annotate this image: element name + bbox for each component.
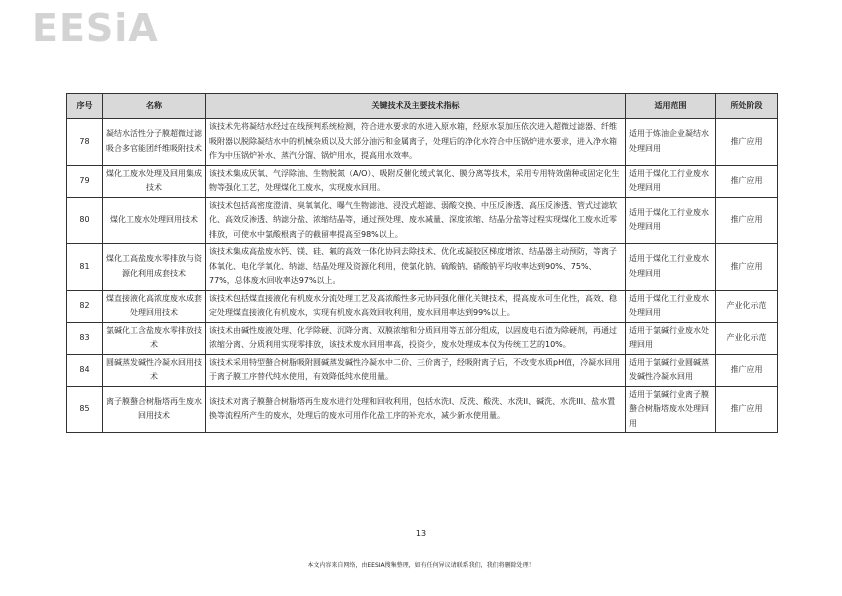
table-row xyxy=(67,354,778,386)
table-row xyxy=(67,119,778,166)
row-desc: 该技术对离子膜螯合树脂塔再生废水进行处理和回收利用，包括水洗I、反洗、酸洗、水洗II、碱洗、水洗III、盐水置换等流程所产生的废水，处理后的废水可用作化盐工序的补充水，减少新水使用量。 xyxy=(206,386,626,433)
table-row xyxy=(67,322,778,354)
row-scope: 适用于煤化工行业废水处理回用 xyxy=(626,197,716,244)
row-no: 84 xyxy=(67,354,103,386)
row-stage: 产业化示范 xyxy=(716,290,778,322)
row-scope: 适用于炼油企业凝结水处理回用 xyxy=(626,119,716,166)
footer-disclaimer: 本文内容来自网络，由EESIA搜集整理，如有任何异议请联系我们，我们将删除处理！ xyxy=(307,562,535,569)
row-scope: 适用于煤化工行业废水处理回用 xyxy=(626,165,716,197)
row-no: 79 xyxy=(67,165,103,197)
row-desc: 该技术集成高盐废水钙、镁、硅、氟的高效一体化协同去除技术、优化或凝胶区梯度增浓、结晶器主动预防，等离子体氧化、电化学氧化、纳滤、结晶处理及资源化利用，使氯化钠、硫酸钠、硝酸钠平均收率达到90%、75%、77%，总体废水回收率达97%以上。 xyxy=(206,244,626,291)
table-row xyxy=(67,244,778,291)
row-stage: 推广应用 xyxy=(716,244,778,291)
table-row xyxy=(67,197,778,244)
row-scope: 适用于氯碱行业废水处理回用 xyxy=(626,322,716,354)
page-number: 13 xyxy=(415,529,427,538)
row-name: 煤化工废水处理回用技术 xyxy=(103,197,206,244)
row-scope: 适用于煤化工行业废水处理回用 xyxy=(626,244,716,291)
row-stage: 推广应用 xyxy=(716,165,778,197)
row-stage: 推广应用 xyxy=(716,197,778,244)
row-no: 83 xyxy=(67,322,103,354)
row-desc: 该技术包括煤直接液化有机废水分流处理工艺及高浓酸性多元协同强化催化关键技术，提高废水可生化性，高效、稳定处理煤直接液化有机废水，实现有机废水高效回收利用，废水回用率达到99%以上。 xyxy=(206,290,626,322)
row-desc: 该技术采用特型螯合树脂吸附圆碱蒸发碱性冷凝水中二价、三价离子，经吸附离子后，不改变水质pH值，冷凝水回用于离子膜工序替代纯水使用，有效降低纯水使用量。 xyxy=(206,354,626,386)
row-name: 煤化工高盐废水零排放与资源化利用成套技术 xyxy=(103,244,206,291)
row-stage: 推广应用 xyxy=(716,386,778,433)
technology-table xyxy=(66,93,778,433)
row-no: 81 xyxy=(67,244,103,291)
row-scope: 适用于煤化工行业废水处理回用 xyxy=(626,290,716,322)
row-no: 82 xyxy=(67,290,103,322)
table-row xyxy=(67,165,778,197)
header-scope: 适用范围 xyxy=(626,94,716,119)
row-desc: 该技术集成厌氧、气浮除油、生物脱氮（A/O）、吸附反催化缓式氧化、膜分离等技术，采用专用特效菌种或固定化生物等强化工艺，处理煤化工废水，实现废水回用。 xyxy=(206,165,626,197)
row-name: 圆碱蒸发碱性冷凝水回用技术 xyxy=(103,354,206,386)
table-row xyxy=(67,386,778,433)
header-name: 名称 xyxy=(103,94,206,119)
row-name: 凝结水活性分子膜超微过滤吸合多官能团纤维吸附技术 xyxy=(103,119,206,166)
header-desc: 关键技术及主要技术指标 xyxy=(206,94,626,119)
row-no: 78 xyxy=(67,119,103,166)
eesia-logo: EESiA xyxy=(32,6,159,50)
table-row xyxy=(67,290,778,322)
row-no: 80 xyxy=(67,197,103,244)
header-stage: 所处阶段 xyxy=(716,94,778,119)
header-no: 序号 xyxy=(67,94,103,119)
row-name: 煤直接液化高浓度废水成套处理回用技术 xyxy=(103,290,206,322)
row-no: 85 xyxy=(67,386,103,433)
row-scope: 适用于氯碱行业圆碱蒸发碱性冷凝水回用 xyxy=(626,354,716,386)
row-name: 氯碱化工含盐废水零排放技术 xyxy=(103,322,206,354)
row-desc: 该技术由碱性废液处理、化学除硬、沉降分离、双膜浓缩和分质回用等五部分组成，以固废电石渣为除硬剂，再通过浓缩分离、分质利用实现零排放，该技术废水回用率高，投资少，废水处理成本仅为传统工艺的10%。 xyxy=(206,322,626,354)
row-stage: 推广应用 xyxy=(716,119,778,166)
row-desc: 该技术先将凝结水经过在线预判系统检测，符合进水要求的水进入原水箱，经原水泵加压依次进入超微过滤器、纤维吸附器以脱除凝结水中的机械杂质以及大部分油污和金属离子，处理后的净化水符合中压锅炉进水要求，进入净水箱作为中压锅炉补水、蒸汽分馏、锅炉用水，提高用水效率。 xyxy=(206,119,626,166)
row-scope: 适用于氯碱行业离子膜螯合树脂塔废水处理回用 xyxy=(626,386,716,433)
row-name: 离子膜螯合树脂塔再生废水回用技术 xyxy=(103,386,206,433)
row-stage: 推广应用 xyxy=(716,354,778,386)
table-header-row xyxy=(67,94,778,119)
row-name: 煤化工废水处理及回用集成技术 xyxy=(103,165,206,197)
row-desc: 该技术包括高密度澄清、臭氧氧化、曝气生物滤池、浸没式超滤、弱酸交换、中压反渗透、高压反渗透、管式过滤软化、高效反渗透、纳滤分盐、浓缩结晶等，通过预处理、废水减量、深度浓缩、结晶分盐等过程实现煤化工废水近零排放，可使水中氯酸根离子的截留率提高至98%以上。 xyxy=(206,197,626,244)
row-stage: 产业化示范 xyxy=(716,322,778,354)
